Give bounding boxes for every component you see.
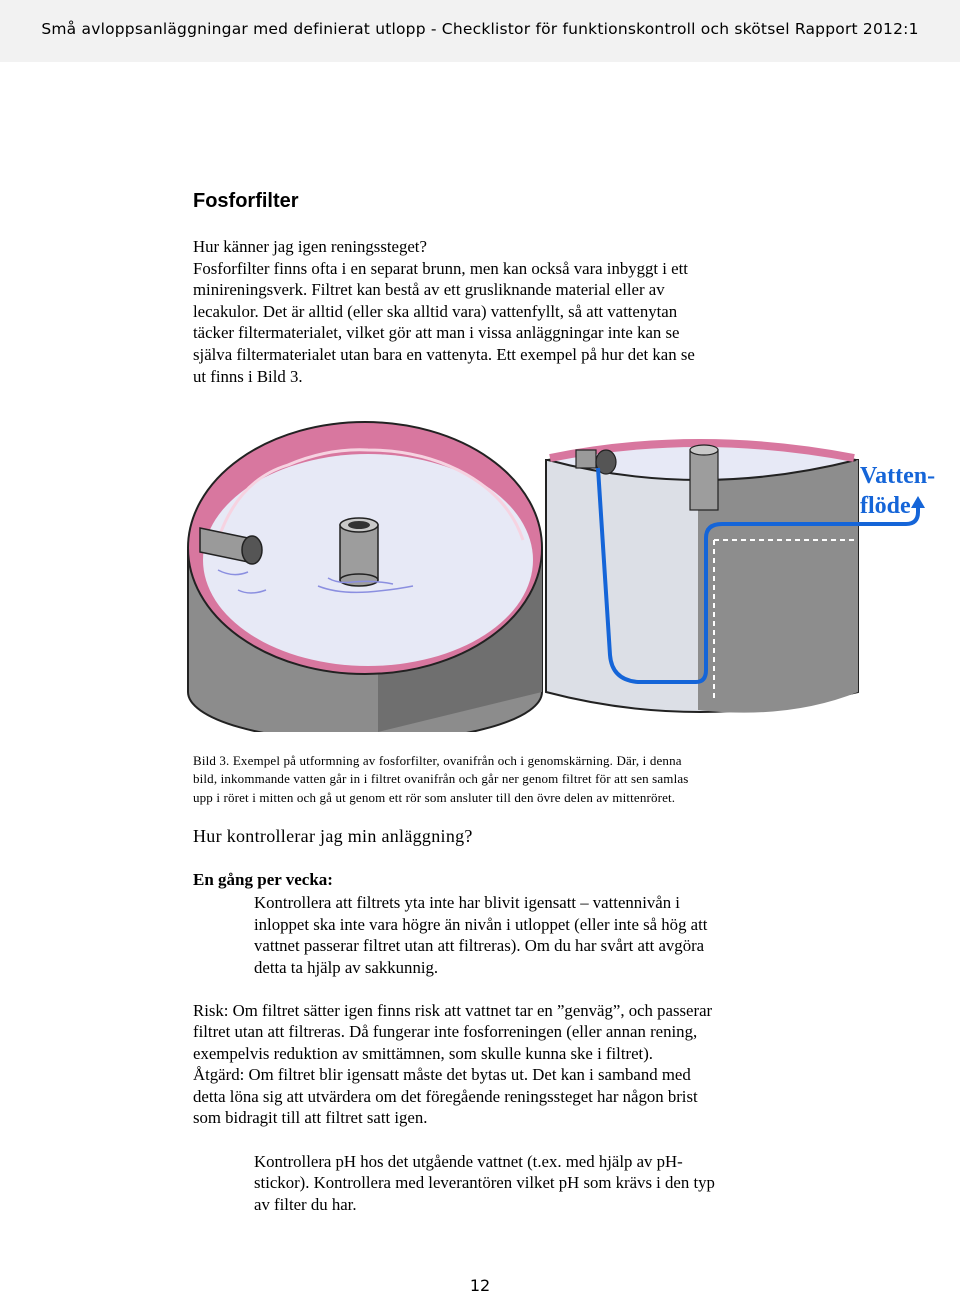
- intro-line: minireningsverk. Filtret kan bestå av ett grusliknande material eller av: [193, 280, 665, 299]
- frequency-heading: En gång per vecka:: [193, 870, 333, 889]
- intro-line: Fosforfilter finns ofta i en separat brunn, men kan också vara inbyggt i ett: [193, 259, 688, 278]
- page-number: 12: [469, 1276, 491, 1295]
- page-header: [0, 0, 960, 62]
- risk-line: Åtgärd: Om filtret blir igensatt måste det bytas ut. Det kan i samband med: [193, 1065, 691, 1084]
- risk-line: filtret utan att filtreras. Då fungerar inte fosforreningen (eller annan rening,: [193, 1022, 698, 1041]
- item-line: stickor). Kontrollera med leverantören vilket pH som krävs i den typ: [254, 1173, 715, 1192]
- intro-line: täcker filtermaterialet, vilket gör att man i vissa anläggningar inte kan se: [193, 323, 680, 342]
- risk-line: Risk: Om filtret sätter igen finns risk att vattnet tar en ”genväg”, och passerar: [193, 1001, 713, 1020]
- intro-line: Hur känner jag igen reningssteget?: [193, 237, 427, 256]
- section-heading: Fosforfilter: [193, 190, 299, 212]
- intro-line: ut finns i Bild 3.: [193, 367, 303, 386]
- risk-line: exempelvis reduktion av smittämnen, som skulle kunna ske i filtret).: [193, 1044, 653, 1063]
- item-line: av filter du har.: [254, 1195, 357, 1214]
- risk-line: som bidragit till att filtret satt igen.: [193, 1108, 428, 1127]
- center-pipe: [340, 518, 378, 586]
- intro-line: själva filtermaterialet utan bara en vattenyta. Ett exempel på hur det kan se: [193, 345, 695, 364]
- intro-line: lecakulor. Det är alltid (eller ska alltid vara) vattenfyllt, så att vattenytan: [193, 302, 678, 321]
- check-heading: Hur kontrollerar jag min anläggning?: [193, 826, 473, 846]
- flow-label-line2: flöde: [860, 493, 911, 519]
- header-title: Små avloppsanläggningar med definierat utlopp - Checklistor för funktionskontroll och skötsel Rapport 2012:1: [41, 20, 919, 38]
- phosphorus-filter-illustration: [178, 420, 960, 732]
- item-line: Kontrollera att filtrets yta inte har blivit igensatt – vattennivån i: [254, 893, 680, 912]
- item-line: detta ta hjälp av sakkunnig.: [254, 958, 439, 977]
- caption-line: upp i röret i mitten och gå ut genom ett rör som ansluter till den övre delen av mittenröret.: [193, 790, 676, 805]
- item-line: Kontrollera pH hos det utgående vattnet (t.ex. med hjälp av pH-: [254, 1152, 683, 1171]
- tank-top-view: [188, 422, 542, 732]
- item-line: inloppet ska inte vara högre än nivån i utloppet (eller inte så hög att: [254, 915, 708, 934]
- caption-line: bild, inkommande vatten går in i filtret ovanifrån och går ner genom filtret för att sen samlas: [193, 771, 689, 786]
- item-line: vattnet passerar filtret utan att filtreras). Om du har svårt att avgöra: [254, 936, 705, 955]
- caption-line: Bild 3. Exempel på utformning av fosforfilter, ovanifrån och i genomskärning. Där, i denna: [193, 753, 682, 768]
- risk-line: detta löna sig att utvärdera om det föregående reningssteget har någon brist: [193, 1087, 698, 1106]
- flow-label-line1: Vatten-: [860, 463, 936, 489]
